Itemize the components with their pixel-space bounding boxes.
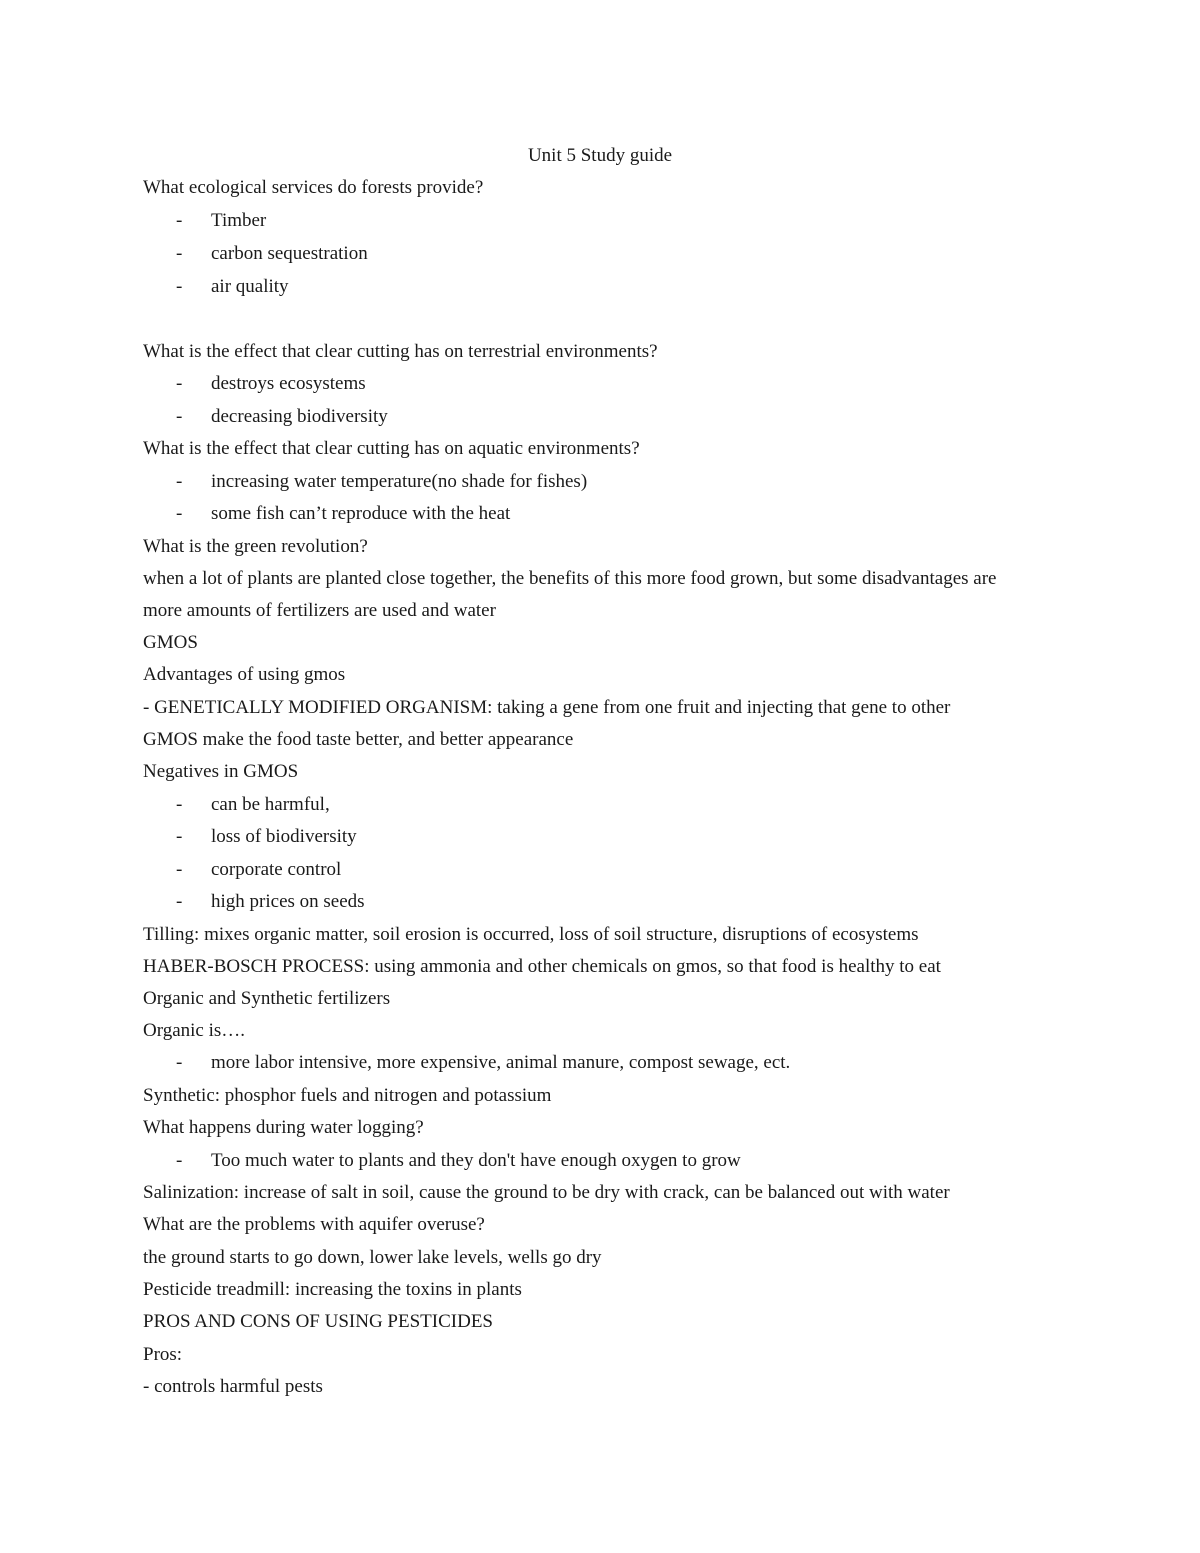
green-revolution-answer-line1: when a lot of plants are planted close together, the benefits of this more food grown, but some disadvantages are bbox=[143, 568, 997, 589]
list-item-text: can be harmful, bbox=[211, 794, 330, 815]
gmos-negatives-heading: Negatives in GMOS bbox=[143, 761, 299, 782]
bullet-dash: - bbox=[176, 276, 183, 297]
aquifer-answer: the ground starts to go down, lower lake levels, wells go dry bbox=[143, 1247, 602, 1268]
haber-bosch-definition: HABER-BOSCH PROCESS: using ammonia and other chemicals on gmos, so that food is healthy to eat bbox=[143, 956, 941, 977]
green-revolution-answer-line2: more amounts of fertilizers are used and water bbox=[143, 600, 496, 621]
question-forest-services: What ecological services do forests provide? bbox=[143, 177, 484, 198]
list-item-text: Timber bbox=[211, 210, 267, 231]
bullet-dash: - bbox=[176, 859, 183, 880]
list-item-text: decreasing biodiversity bbox=[211, 406, 388, 427]
bullet-dash: - bbox=[176, 243, 183, 264]
tilling-definition: Tilling: mixes organic matter, soil erosion is occurred, loss of soil structure, disruptions of ecosystems bbox=[143, 924, 919, 945]
pros-heading: Pros: bbox=[143, 1344, 183, 1365]
bullet-dash: - bbox=[176, 471, 183, 492]
bullet-dash: - bbox=[176, 826, 183, 847]
bullet-dash: - bbox=[176, 503, 183, 524]
pesticide-treadmill-definition: Pesticide treadmill: increasing the toxins in plants bbox=[143, 1279, 522, 1300]
pesticides-heading: PROS AND CONS OF USING PESTICIDES bbox=[143, 1311, 493, 1332]
organic-heading: Organic is…. bbox=[143, 1020, 246, 1041]
fertilizers-heading: Organic and Synthetic fertilizers bbox=[143, 988, 391, 1009]
gmo-benefit: GMOS make the food taste better, and better appearance bbox=[143, 729, 574, 750]
bullet-dash: - bbox=[176, 891, 183, 912]
bullet-dash: - bbox=[176, 210, 183, 231]
bullet-dash: - bbox=[176, 1150, 183, 1171]
list-item-text: Too much water to plants and they don't have enough oxygen to grow bbox=[211, 1150, 741, 1171]
synthetic-definition: Synthetic: phosphor fuels and nitrogen and potassium bbox=[143, 1085, 552, 1106]
bullet-dash: - bbox=[176, 406, 183, 427]
question-aquifer: What are the problems with aquifer overuse? bbox=[143, 1214, 485, 1235]
bullet-dash: - bbox=[176, 1052, 183, 1073]
list-item-text: destroys ecosystems bbox=[211, 373, 366, 394]
list-item-text: some fish can’t reproduce with the heat bbox=[211, 503, 511, 524]
question-green-revolution: What is the green revolution? bbox=[143, 536, 368, 557]
bullet-dash: - bbox=[176, 794, 183, 815]
gmo-definition: - GENETICALLY MODIFIED ORGANISM: taking a gene from one fruit and injecting that gene to other bbox=[143, 697, 951, 718]
question-water-logging: What happens during water logging? bbox=[143, 1117, 424, 1138]
list-item-text: air quality bbox=[211, 276, 289, 297]
list-item-text: carbon sequestration bbox=[211, 243, 368, 264]
list-item-text: increasing water temperature(no shade for fishes) bbox=[211, 471, 588, 492]
list-item-text: corporate control bbox=[211, 859, 342, 880]
question-clear-cut-terrestrial: What is the effect that clear cutting has on terrestrial environments? bbox=[143, 341, 658, 362]
bullet-dash: - bbox=[176, 373, 183, 394]
gmos-heading: GMOS bbox=[143, 632, 198, 653]
list-item-text: loss of biodiversity bbox=[211, 826, 357, 847]
salinization-definition: Salinization: increase of salt in soil, cause the ground to be dry with crack, can be balanced out with water bbox=[143, 1182, 950, 1203]
list-item-text: more labor intensive, more expensive, animal manure, compost sewage, ect. bbox=[211, 1052, 791, 1073]
gmos-advantages-heading: Advantages of using gmos bbox=[143, 664, 346, 685]
question-clear-cut-aquatic: What is the effect that clear cutting has on aquatic environments? bbox=[143, 438, 640, 459]
list-item-text: high prices on seeds bbox=[211, 891, 365, 912]
document-title: Unit 5 Study guide bbox=[527, 145, 673, 166]
pros-item: - controls harmful pests bbox=[143, 1376, 323, 1397]
